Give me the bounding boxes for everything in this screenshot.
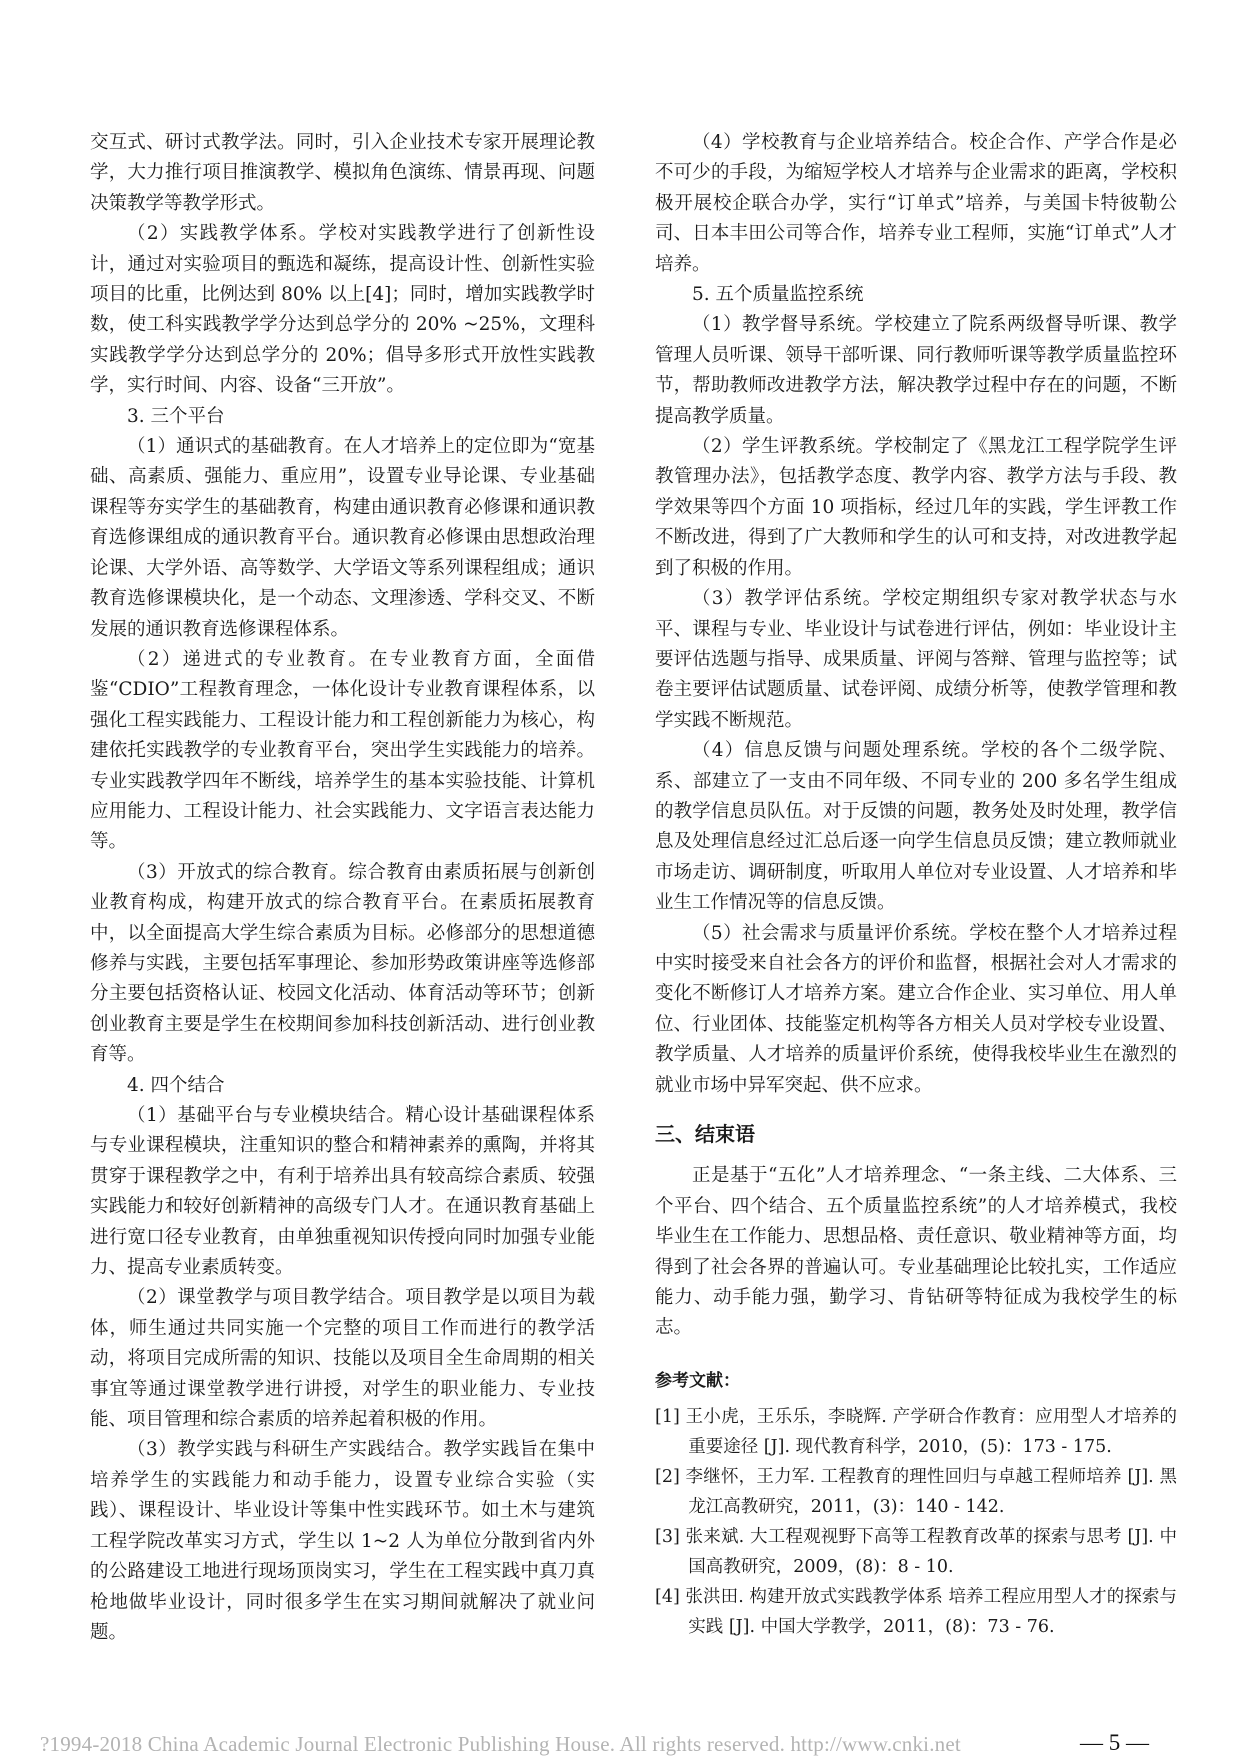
paragraph: （1）教学督导系统。学校建立了院系两级督导听课、教学管理人员听课、领导干部听课、同行教师听课等教学质量监控环节，帮助教师改进教学方法，解决教学过程中存在的问题，不断提高教学质量。 — [655, 314, 1177, 427]
page-number: — 5 — — [1080, 1730, 1149, 1755]
paragraph: （4）信息反馈与问题处理系统。学校的各个二级学院、系、部建立了一支由不同年级、不同专业的 200 多名学生组成的教学信息员队伍。对于反馈的问题，教务处及时处理，教学信息及处理信息经过汇总后逐一向学生信息员反馈；建立教师就业市场走访、调研制度，听取用人单位对专业设置、人才培养和毕业生工作情况等的信息反馈。 — [655, 740, 1177, 914]
reference-item: [1] 王小虎，王乐乐，李晓辉. 产学研合作教育：应用型人才培养的重要途径 [J]. 现代教育科学，2010，(5)：173 - 175. — [655, 1407, 1177, 1458]
paragraph: （4）学校教育与企业培养结合。校企合作、产学合作是必不可少的手段，为缩短学校人才培养与企业需求的距离，学校积极开展校企联合办学，实行“订单式”培养，与美国卡特彼勒公司、日本丰田公司等合作，培养专业工程师，实施“订单式”人才培养。 — [655, 132, 1177, 275]
conclusion-heading: 三、结束语 — [655, 1122, 755, 1146]
paragraph: （3）教学实践与科研生产实践结合。教学实践旨在集中培养学生的实践能力和动手能力，设置专业综合实验（实践）、课程设计、毕业设计等集中性实践环节。如土木与建筑工程学院改革实习方式，学生以 1~2 人为单位分散到省内外的公路建设工地进行现场顶岗实习，学生在工程实践中真刀真枪地做毕业设计，同时很多学生在实习期间就解决了就业问题。 — [90, 1439, 595, 1643]
page-footer — [40, 1732, 1240, 1764]
copyright-watermark: ?1994-2018 China Academic Journal Electronic Publishing House. All rights reserved. http://www.cnki.net — [40, 1732, 961, 1756]
paragraph: （5）社会需求与质量评价系统。学校在整个人才培养过程中实时接受来自社会各方的评价和监督，根据社会对人才需求的变化不断修订人才培养方案。建立合作企业、实习单位、用人单位、行业团体、技能鉴定机构等各方相关人员对学校专业设置、教学质量、人才培养的质量评价系统，使得我校毕业生在激烈的就业市场中异军突起、供不应求。 — [655, 922, 1177, 1096]
section-subheading: 4. 四个结合 — [127, 1074, 225, 1096]
left-column — [90, 128, 595, 1648]
paragraph: （3）开放式的综合教育。综合教育由素质拓展与创新创业教育构成，构建开放式的综合教育平台。在素质拓展教育中，以全面提高大学生综合素质为目标。必修部分的思想道德修养与实践，主要包括军事理论、参加形势政策讲座等选修部分主要包括资格认证、校园文化活动、体育活动等环节；创新创业教育主要是学生在校期间参加科技创新活动、进行创业教育等。 — [90, 861, 595, 1066]
paragraph: （2）递进式的专业教育。在专业教育方面，全面借鉴“CDIO”工程教育理念，一体化设计专业教育课程体系，以强化工程实践能力、工程设计能力和工程创新能力为核心，构建依托实践教学的专业教育平台，突出学生实践能力的培养。专业实践教学四年不断线，培养学生的基本实验技能、计算机应用能力、工程设计能力、社会实践能力、文字语言表达能力等。 — [90, 648, 595, 853]
paragraph: （1）通识式的基础教育。在人才培养上的定位即为“宽基础、高素质、强能力、重应用”，设置专业导论课、专业基础课程等夯实学生的基础教育，构建由通识教育必修课和通识教育选修课组成的通识教育平台。通识教育必修课由思想政治理论课、大学外语、高等数学、大学语文等系列课程组成；通识教育选修课模块化，是一个动态、文理渗透、学科交叉、不断发展的通识教育选修课程体系。 — [90, 436, 595, 640]
reference-item: [2] 李继怀，王力军. 工程教育的理性回归与卓越工程师培养 [J]. 黑龙江高教研究，2011，(3)：140 - 142. — [655, 1467, 1177, 1518]
paragraph: （2）课堂教学与项目教学结合。项目教学是以项目为载体，师生通过共同实施一个完整的项目工作而进行的教学活动，将项目完成所需的知识、技能以及项目全生命周期的相关事宜等通过课堂教学进行讲授，对学生的职业能力、专业技能、项目管理和综合素质的培养起着积极的作用。 — [90, 1287, 595, 1431]
reference-list — [655, 1402, 1177, 1642]
paragraph: 交互式、研讨式教学法。同时，引入企业技术专家开展理论教学，大力推行项目推演教学、模拟角色演练、情景再现、问题决策教学等教学形式。 — [90, 132, 595, 214]
section-subheading: 3. 三个平台 — [127, 405, 225, 427]
section-subheading: 5. 五个质量监控系统 — [692, 284, 864, 306]
paragraph: （2）学生评教系统。学校制定了《黑龙江工程学院学生评教管理办法》，包括教学态度、教学内容、教学方法与手段、教学效果等四个方面 10 项指标，经过几年的实践，学生评教工作不断改进，得到了广大教师和学生的认可和支持，对改进教学起到了积极的作用。 — [655, 436, 1177, 579]
reference-item: [3] 张来斌. 大工程观视野下高等工程教育改革的探索与思考 [J]. 中国高教研究，2009，(8)：8 - 10. — [655, 1527, 1177, 1578]
paragraph: （3）教学评估系统。学校定期组织专家对教学状态与水平、课程与专业、毕业设计与试卷进行评估，例如：毕业设计主要评估选题与指导、成果质量、评阅与答辩、管理与监控等；试卷主要评估试题质量、试卷评阅、成绩分析等，使教学管理和教学实践不断规范。 — [655, 588, 1177, 731]
conclusion-paragraph: 正是基于“五化”人才培养理念、“一条主线、二大体系、三个平台、四个结合、五个质量监控系统”的人才培养模式，我校毕业生在工作能力、思想品格、责任意识、敬业精神等方面，均得到了社会各界的普遍认可。专业基础理论比较扎实，工作适应能力、动手能力强，勤学习、肯钻研等特征成为我校学生的标志。 — [655, 1165, 1177, 1339]
paragraph: （2）实践教学体系。学校对实践教学进行了创新性设计，通过对实验项目的甄选和凝练，提高设计性、创新性实验项目的比重，比例达到 80% 以上[4]；同时，增加实践教学时数，使工科实践教学学分达到总学分的 20% ~25%，文理科实践教学学分达到总学分的 20%；倡导多形式开放性实践教学，实行时间、内容、设备“三开放”。 — [90, 223, 595, 397]
paragraph: （1）基础平台与专业模块结合。精心设计基础课程体系与专业课程模块，注重知识的整合和精神素养的熏陶，并将其贯穿于课程教学之中，有利于培养出具有较高综合素质、较强实践能力和较好创新精神的高级专门人才。在通识教育基础上进行宽口径专业教育，由单独重视知识传授向同时加强专业能力、提高专业素质转变。 — [90, 1105, 595, 1279]
reference-item: [4] 张洪田. 构建开放式实践教学体系 培养工程应用型人才的探索与实践 [J]. 中国大学教学，2011，(8)：73 - 76. — [655, 1587, 1177, 1638]
right-column — [655, 128, 1177, 1642]
references-title: 参考文献： — [655, 1370, 740, 1391]
